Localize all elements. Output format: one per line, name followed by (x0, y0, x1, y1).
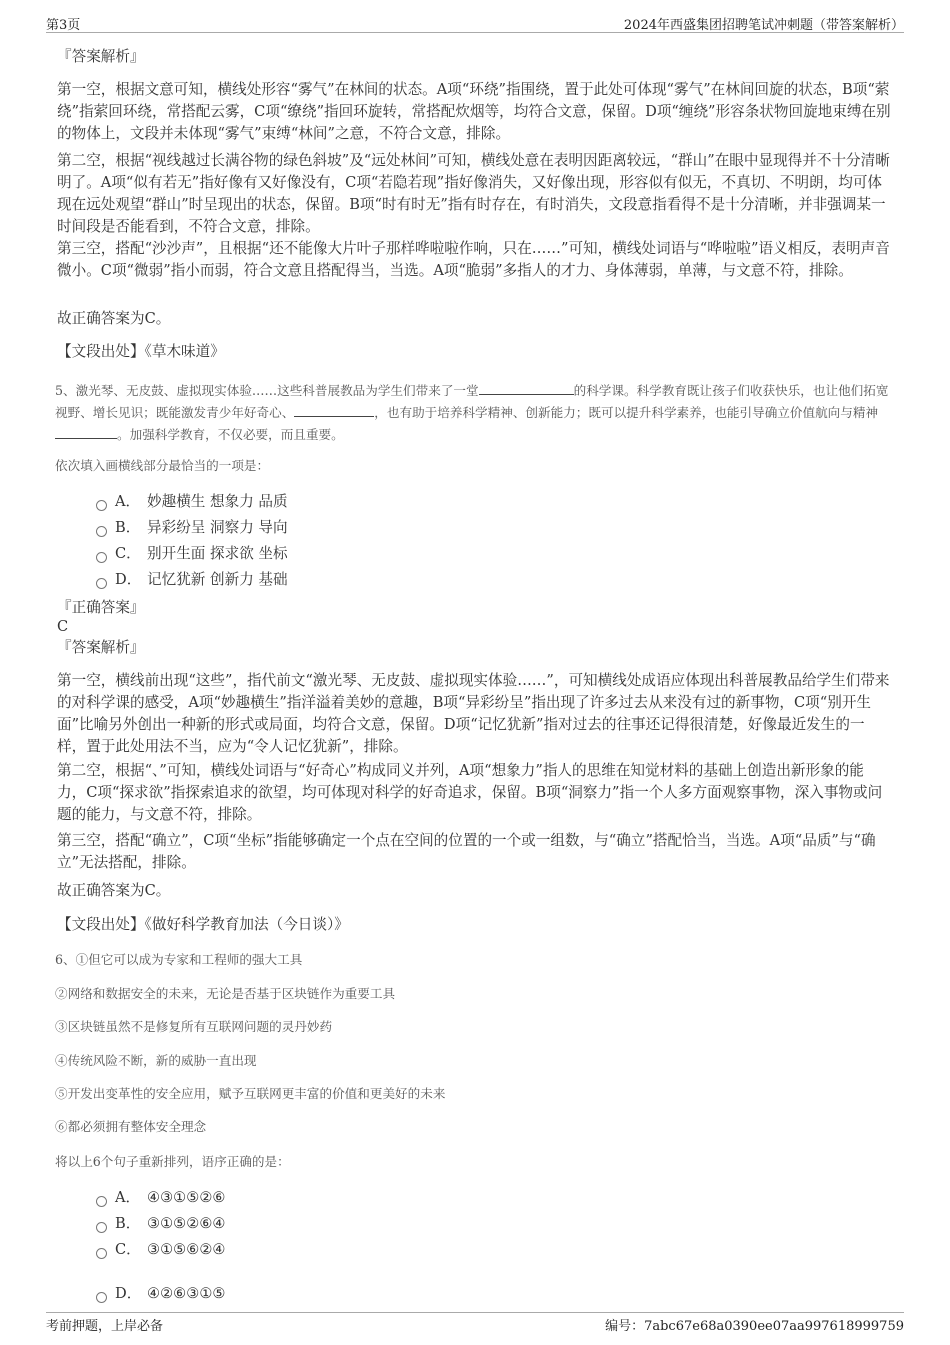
q4-analysis-para-1: 第一空，根据文意可知，横线处形容“雾气”在林间的状态。A项“环绕”指围绕，置于此处可体现“雾气”在林间回旋的状态，B项“萦绕”指萦回环绕，常搭配云雾，C项“缭绕”指回环旋转，常搭配炊烟等，均符合文意，保留。D项“缠绕”形容条状物回旋地束缚在别的物体上，文段并未体现“雾气”束缚“林间”之意，不符合文意，排除。 (57, 81, 891, 142)
radio-icon[interactable] (96, 1248, 107, 1259)
radio-icon[interactable] (96, 1196, 107, 1207)
page-number: 第3页 (46, 18, 81, 33)
q6-option-c[interactable] (96, 1239, 226, 1261)
q6-option-b[interactable] (96, 1213, 226, 1235)
q4-analysis-label: 『答案解析』 (57, 48, 145, 65)
document-title: 2024年西盛集团招聘笔试冲刺题（带答案解析） (623, 18, 904, 33)
q6-option-d[interactable] (96, 1283, 226, 1305)
q5-blank-2[interactable] (294, 402, 374, 417)
radio-icon[interactable] (96, 552, 107, 563)
radio-icon[interactable] (96, 578, 107, 589)
page-footer (46, 1312, 904, 1335)
q5-analysis-para-3: 第三空，搭配“确立”，C项“坐标”指能够确定一个点在空间的位置的一个或一组数，与“确立”搭配恰当，当选。A项“品质”与“确立”无法搭配，排除。 (57, 832, 876, 871)
option-text: 异彩纷呈 洞察力 导向 (147, 519, 288, 536)
option-letter: C． (115, 1241, 141, 1258)
option-text: ③①⑤⑥②④ (147, 1241, 226, 1258)
q5-stem (55, 380, 895, 446)
q5-blank-1[interactable] (479, 380, 574, 395)
q5-option-c[interactable] (96, 543, 288, 565)
radio-icon[interactable] (96, 500, 107, 511)
q5-option-a[interactable] (96, 491, 288, 513)
option-letter: D． (115, 571, 142, 588)
q5-answer-label: 『正确答案』 (57, 599, 145, 616)
option-letter: A． (115, 1189, 141, 1206)
q5-stem-part-c: ，也有助于培养科学精神、创新能力；既可以提升科学素养，也能引导确立价值航向与精神 (374, 405, 879, 420)
option-text: ③①⑤②⑥④ (147, 1215, 226, 1232)
option-text: ④②⑥③①⑤ (147, 1285, 226, 1302)
q5-instruction: 依次填入画横线部分最恰当的一项是： (55, 458, 270, 473)
q5-answer: C (57, 618, 69, 635)
q6-sentence-2: ②网络和数据安全的未来，无论是否基于区块链作为重要工具 (55, 986, 396, 1001)
q6-sentence-1: 6、①但它可以成为专家和工程师的强大工具 (55, 952, 303, 967)
option-text: ④③①⑤②⑥ (147, 1189, 226, 1206)
radio-icon[interactable] (96, 1292, 107, 1303)
option-letter: A． (115, 493, 141, 510)
radio-icon[interactable] (96, 1222, 107, 1233)
option-letter: D． (115, 1285, 142, 1302)
q5-stem-part-d: 。加强科学教育，不仅必要，而且重要。 (117, 427, 344, 442)
option-letter: B． (115, 519, 141, 536)
q5-option-d[interactable] (96, 569, 288, 591)
q6-sentence-6: ⑥都必须拥有整体安全理念 (55, 1119, 207, 1134)
page-header (46, 14, 904, 33)
q5-conclusion: 故正确答案为C。 (57, 882, 171, 899)
radio-icon[interactable] (96, 526, 107, 537)
q6-sentence-3: ③区块链虽然不是修复所有互联网问题的灵丹妙药 (55, 1019, 333, 1034)
q4-source: 【文段出处】《草木味道》 (57, 343, 225, 360)
q5-analysis-para-1: 第一空，横线前出现“这些”，指代前文“激光琴、无皮鼓、虚拟现实体验……”，可知横线处成语应体现出科普展教品给学生们带来的对科学课的感受，A项“妙趣横生”指洋溢着美妙的意趣，B项“异彩纷呈”指出现了许多过去从来没有过的新事物，C项“别开生面”比喻另外创出一种新的形式或局面，均符合文意，保留。D项“记忆犹新”指对过去的往事还记得很清楚，好像最近发生的一样，置于此处用法不当，应为“令人记忆犹新”，排除。 (57, 672, 890, 755)
q4-analysis-para-2: 第二空，根据“视线越过长满谷物的绿色斜坡”及“远处林间”可知，横线处意在表明因距离较远，“群山”在眼中显现得并不十分清晰明了。A项“似有若无”指好像有又好像没有，C项“若隐若现”指好像消失，又好像出现，形容似有似无，不真切、不明朗，均可体现在远处观望“群山”时呈现出的状态，保留。B项“时有时无”指有时存在，有时消失，文段意指看得不是十分清晰，并非强调某一时间段是否能看到，不符合文意，排除。 (57, 152, 890, 235)
q5-blank-3[interactable] (55, 424, 117, 439)
q4-analysis-para-3: 第三空，搭配“沙沙声”，且根据“还不能像大片叶子那样哗啦啦作响，只在……”可知，横线处词语与“哗啦啦”语义相反，表明声音微小。C项“微弱”指小而弱，符合文意且搭配得当，当选。A项“脆弱”多指人的才力、身体薄弱，单薄，与文意不符，排除。 (57, 240, 890, 279)
option-text: 别开生面 探求欲 坐标 (147, 545, 288, 562)
option-letter: C． (115, 545, 141, 562)
option-letter: B． (115, 1215, 141, 1232)
option-text: 记忆犹新 创新力 基础 (147, 571, 288, 588)
q5-analysis-label: 『答案解析』 (57, 639, 145, 656)
footer-slogan: 考前押题，上岸必备 (46, 1319, 164, 1334)
q4-conclusion: 故正确答案为C。 (57, 310, 171, 327)
q5-stem-part-b: 的科学课。科学教育既让孩子们收获快乐，也让他们拓宽视野、增长见识；既能激发青少年好奇心、 (55, 383, 889, 420)
q6-option-a[interactable] (96, 1187, 226, 1209)
q5-analysis-para-2: 第二空，根据“、”可知，横线处词语与“好奇心”构成同义并列，A项“想象力”指人的思维在知觉材料的基础上创造出新形象的能力，C项“探求欲”指探索追求的欲望，均可体现对科学的好奇追求，保留。B项“洞察力”指一个人多方面观察事物，深入事物或问题的能力，与文意不符，排除。 (57, 762, 883, 823)
q6-instruction: 将以上6个句子重新排列，语序正确的是： (55, 1154, 290, 1169)
q5-stem-part-a: 5、激光琴、无皮鼓、虚拟现实体验……这些科普展教品为学生们带来了一堂 (55, 383, 479, 398)
q6-sentence-4: ④传统风险不断，新的威胁一直出现 (55, 1053, 257, 1068)
q6-sentence-5: ⑤开发出变革性的安全应用，赋予互联网更丰富的价值和更美好的未来 (55, 1086, 446, 1101)
q5-option-b[interactable] (96, 517, 288, 539)
option-text: 妙趣横生 想象力 品质 (147, 493, 288, 510)
q5-source: 【文段出处】《做好科学教育加法（今日谈）》 (57, 916, 349, 933)
document-id: 编号：7abc67e68a0390ee07aa997618999759 (605, 1319, 904, 1334)
